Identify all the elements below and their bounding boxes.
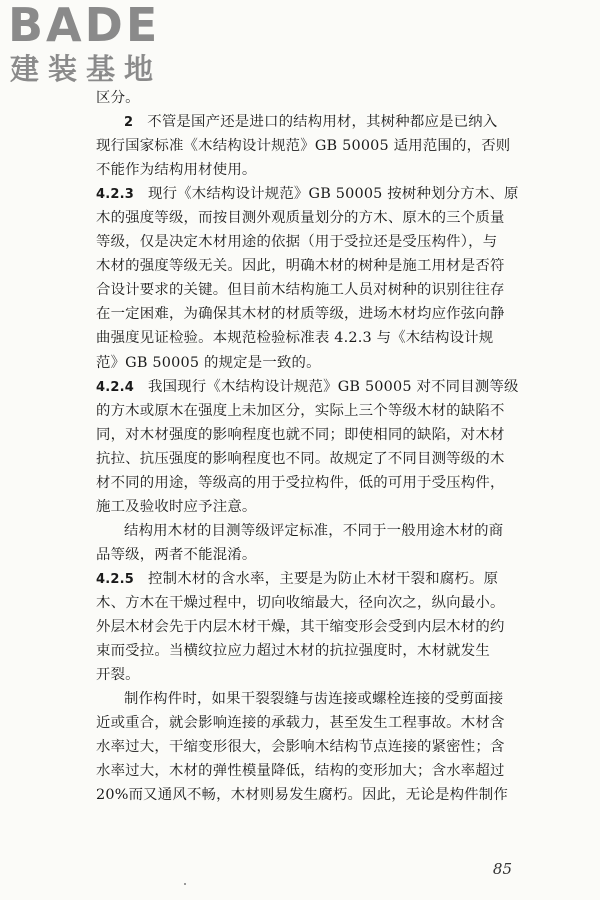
line-text: 等级，仅是决定木材用途的依据（用于受拉还是受压构件），与 <box>96 234 498 251</box>
text-line <box>96 735 544 759</box>
clause-number: 4.2.4 <box>96 379 135 395</box>
line-text: 材不同的用途，等级高的用于受拉构件，低的可用于受压构件， <box>96 474 505 491</box>
text-line <box>96 519 544 543</box>
text-line <box>96 567 544 591</box>
line-text: 开裂。 <box>96 667 140 684</box>
line-text: 区分。 <box>96 90 140 106</box>
logo-subtitle: 建装基地 <box>10 52 163 86</box>
line-text: 品等级，两者不能混淆。 <box>96 546 257 563</box>
body-text <box>96 86 544 807</box>
line-text: 木材的强度等级无关。因此，明确木材的树种是施工用材是否符 <box>96 258 505 275</box>
line-text: 水率过大，干缩变形很大，会影响木结构节点连接的紧密性；含 <box>96 739 505 756</box>
logo-brand: BADE <box>8 0 161 52</box>
line-text: 结构用木材的目测等级评定标准，不同于一般用途木材的商 <box>124 522 504 539</box>
text-line <box>96 278 544 302</box>
line-text: 束而受拉。当横纹拉应力超过木材的抗拉强度时，木材就发生 <box>96 643 490 660</box>
text-line <box>96 351 544 375</box>
text-line <box>96 230 544 254</box>
text-line <box>96 326 544 350</box>
line-text: 近或重合，就会影响连接的承载力，甚至发生工程事故。木材含 <box>96 715 505 732</box>
text-line <box>96 182 544 206</box>
line-text: 制作构件时，如果干裂裂缝与齿连接或螺栓连接的受剪面接 <box>124 691 504 708</box>
text-line <box>96 110 544 134</box>
text-line <box>96 206 544 230</box>
text-line <box>96 471 544 495</box>
line-text: 在一定困难，为确保其木材的材质等级，进场木材均应作弦向静 <box>96 306 505 323</box>
line-text: 施工及验收时应予注意。 <box>96 498 257 515</box>
line-text: 同，对木材强度的影响程度也就不同；即使相同的缺陷，对木材 <box>96 426 505 443</box>
text-line <box>96 134 544 158</box>
line-text: 我国现行《木结构设计规范》GB 50005 对不同目测等级 <box>148 378 519 395</box>
line-text: 不能作为结构用材使用。 <box>96 162 257 179</box>
line-text: 水率过大，木材的弹性模量降低，结构的变形加大；含水率超过 <box>96 763 505 780</box>
line-text: 木的强度等级，而按目测外观质量划分的方木、原木的三个质量 <box>96 210 505 227</box>
text-line <box>96 399 544 423</box>
line-text: 的方木或原木在强度上未加区分，实际上三个等级木材的缺陷不 <box>96 402 505 419</box>
line-text: 现行《木结构设计规范》GB 50005 按树种划分方木、原 <box>148 186 519 203</box>
line-text: 现行国家标准《木结构设计规范》GB 50005 适用范围的，否则 <box>96 138 511 155</box>
clause-number: 4.2.5 <box>96 571 135 587</box>
page-number: 85 <box>492 860 512 878</box>
line-text: 控制木材的含水率，主要是为防止木材干裂和腐朽。原 <box>148 570 499 587</box>
text-line <box>96 495 544 519</box>
text-line <box>96 687 544 711</box>
text-line <box>96 86 544 110</box>
clause-number: 4.2.3 <box>96 187 135 203</box>
text-line <box>96 759 544 783</box>
text-line <box>96 591 544 615</box>
line-text: 20%而又通风不畅，木材则易发生腐朽。因此，无论是构件制作 <box>96 787 508 804</box>
text-line <box>96 543 544 567</box>
text-line <box>96 302 544 326</box>
scan-speck <box>184 883 186 885</box>
text-line <box>96 423 544 447</box>
line-text: 范》GB 50005 的规定是一致的。 <box>96 354 321 371</box>
bade-logo <box>8 2 162 86</box>
line-text: 不管是国产还是进口的结构用材，其树种都应是已纳入 <box>147 114 498 131</box>
clause-number: 2 <box>124 115 134 131</box>
line-text: 合设计要求的关键。但目前木结构施工人员对树种的识别往往存 <box>96 282 505 299</box>
text-line <box>96 783 544 807</box>
line-text: 木、方木在干燥过程中，切向收缩最大，径向次之，纵向最小。 <box>96 594 505 611</box>
text-line <box>96 615 544 639</box>
text-line <box>96 663 544 687</box>
text-line <box>96 158 544 182</box>
text-line <box>96 639 544 663</box>
text-line <box>96 254 544 278</box>
line-text: 抗拉、抗压强度的影响程度也不同。故规定了不同目测等级的木 <box>96 450 505 467</box>
line-text: 外层木材会先于内层木材干燥，其干缩变形会受到内层木材的约 <box>96 619 505 636</box>
text-line <box>96 711 544 735</box>
text-line <box>96 375 544 399</box>
line-text: 曲强度见证检验。本规范检验标准表 4.2.3 与《木结构设计规 <box>96 330 494 347</box>
text-line <box>96 447 544 471</box>
